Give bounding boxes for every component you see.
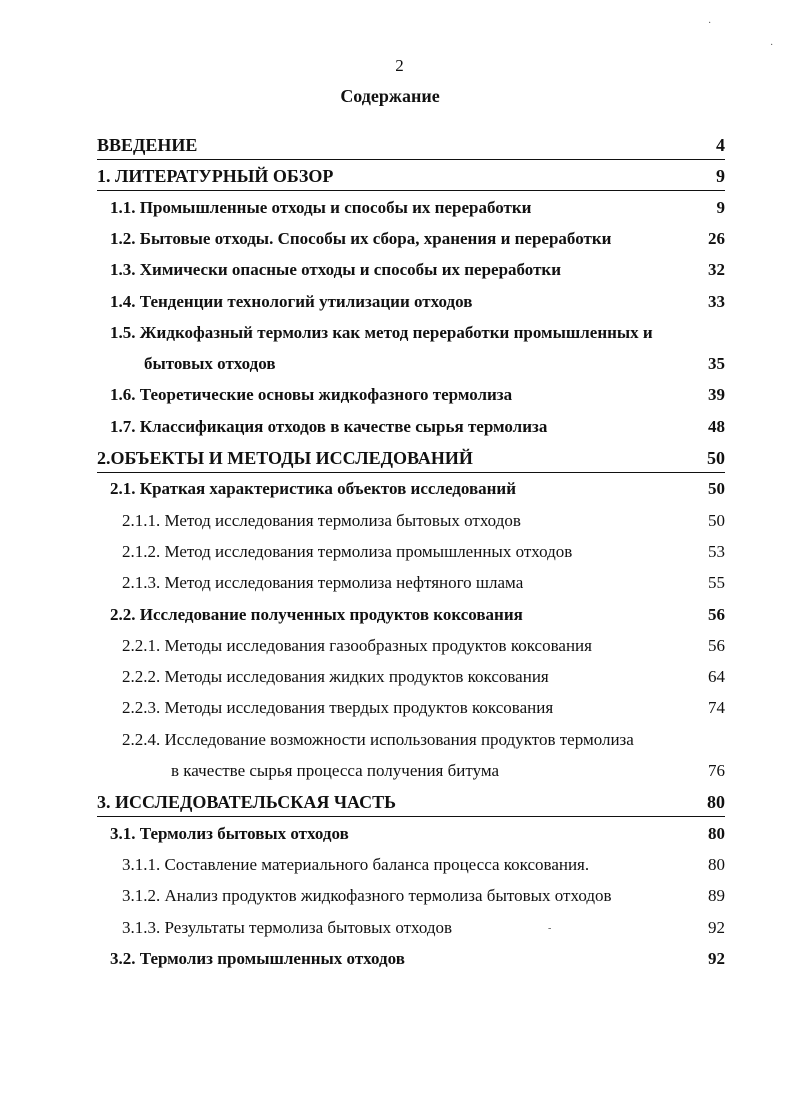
toc-entry [97,162,725,191]
toc-entry [110,256,725,284]
toc-entry [122,694,725,722]
page-number: 2 [395,56,404,75]
toc-entry-page: 32 [708,260,725,280]
toc-entry-label: 2.1.2. Метод исследования термолиза промышленных отходов [122,541,573,561]
toc-entry [122,851,725,879]
toc-entry [110,381,725,409]
toc-entry [122,726,725,754]
toc-entry [110,475,725,503]
toc-entry [97,444,725,473]
toc-entry [122,507,725,535]
toc-entry-page: 80 [708,823,725,843]
toc-entry-label: 3.2. Термолиз промышленных отходов [110,948,405,968]
toc-entry-label: 1.5. Жидкофазный термолиз как метод переработки промышленных и [110,322,653,342]
toc-entry-label: 2.2.2. Методы исследования жидких продуктов коксования [122,667,549,687]
toc-entry-label: 1. ЛИТЕРАТУРНЫЙ ОБЗОР [97,166,334,187]
toc-entry-page: 50 [708,479,725,499]
toc-entry-label: 2.1.1. Метод исследования термолиза бытовых отходов [122,510,521,530]
toc-entry [122,914,725,942]
toc-entry-page: 50 [707,448,725,468]
toc-entry-page: 56 [708,604,725,624]
toc-entry-page: 64 [708,667,725,687]
toc-entry-label: 2.2.1. Методы исследования газообразных продуктов коксования [122,635,592,655]
toc-entry [110,319,725,347]
toc-entry-label: 3. ИССЛЕДОВАТЕЛЬСКАЯ ЧАСТЬ [97,792,397,813]
toc-entry-label: 1.3. Химически опасные отходы и способы их переработки [110,260,562,280]
toc-entry [122,569,725,597]
toc-entry-page: 26 [708,228,725,248]
toc-entry-page: 35 [708,354,725,374]
toc-entry [122,538,725,566]
toc-entry-label: ВВЕДЕНИЕ [97,135,198,155]
toc-entry-label: 1.7. Классификация отходов в качестве сырья термолиза [110,416,548,436]
toc-entry-page: 80 [708,854,725,874]
toc-entry-page: 89 [708,886,725,906]
toc-entry-page: 4 [716,135,725,155]
toc-entry [110,413,725,441]
toc-entry [97,131,725,160]
scan-speck: - [548,923,552,934]
toc-entry-page: 74 [708,698,725,718]
toc-entry [122,663,725,691]
scan-speck: · [770,40,774,51]
toc-entry-label: 3.1.3. Результаты термолиза бытовых отходов [122,917,453,937]
toc-entry-label: 2.1.3. Метод исследования термолиза нефтяного шлама [122,573,524,593]
toc-entry [110,288,725,316]
toc-entry [110,945,725,973]
toc-entry-page: 92 [708,948,725,968]
toc-entry [110,820,725,848]
toc-entry [144,350,725,378]
toc-entry-page: 56 [708,635,725,655]
toc-entry-label: 2.2.4. Исследование возможности использования продуктов термолиза [122,729,634,749]
toc-entry [171,757,725,785]
toc-entry-label: 2.2.3. Методы исследования твердых продуктов коксования [122,698,554,718]
toc-entry-label: 1.2. Бытовые отходы. Способы их сбора, хранения и переработки [110,228,612,248]
toc-entry-page: 76 [708,761,725,780]
toc-entry-label: 1.6. Теоретические основы жидкофазного термолиза [110,385,513,405]
scan-speck: · [708,18,712,29]
toc-entry-page: 48 [708,416,725,436]
toc-entry-label: 1.1. Промышленные отходы и способы их переработки [110,197,532,217]
toc-entry-page: 55 [708,573,725,593]
toc-entry-label: бытовых отходов [144,354,276,374]
toc-entry [110,225,725,253]
toc-entry [122,632,725,660]
toc-entry-page: 9 [716,197,725,217]
toc-entry-label: 3.1.2. Анализ продуктов жидкофазного термолиза бытовых отходов [122,886,612,906]
toc-entry-label: 3.1. Термолиз бытовых отходов [110,823,349,843]
toc-entry-page: 92 [708,917,725,937]
toc-entry-page: 80 [707,792,725,813]
toc-entry-page: 9 [716,166,725,187]
toc-entry [110,194,725,222]
toc-entry [110,601,725,629]
toc-entry-label: 2.1. Краткая характеристика объектов исследований [110,479,517,499]
toc-title: Содержание [340,86,440,106]
toc-entry [97,788,725,817]
toc-entry-page: 33 [708,291,725,311]
toc-entry-label: 2.ОБЪЕКТЫ И МЕТОДЫ ИССЛЕДОВАНИЙ [97,448,473,468]
toc-entry-label: 2.2. Исследование полученных продуктов коксования [110,604,523,624]
toc-entry-label: 3.1.1. Составление материального баланса процесса коксования. [122,854,590,874]
toc-entry-page: 50 [708,510,725,530]
toc-entry-page: 53 [708,541,725,561]
toc-entry [122,882,725,910]
toc-entry-page: 39 [708,385,725,405]
toc-entry-label: в качестве сырья процесса получения битума [171,761,500,780]
toc-entry-label: 1.4. Тенденции технологий утилизации отходов [110,291,473,311]
